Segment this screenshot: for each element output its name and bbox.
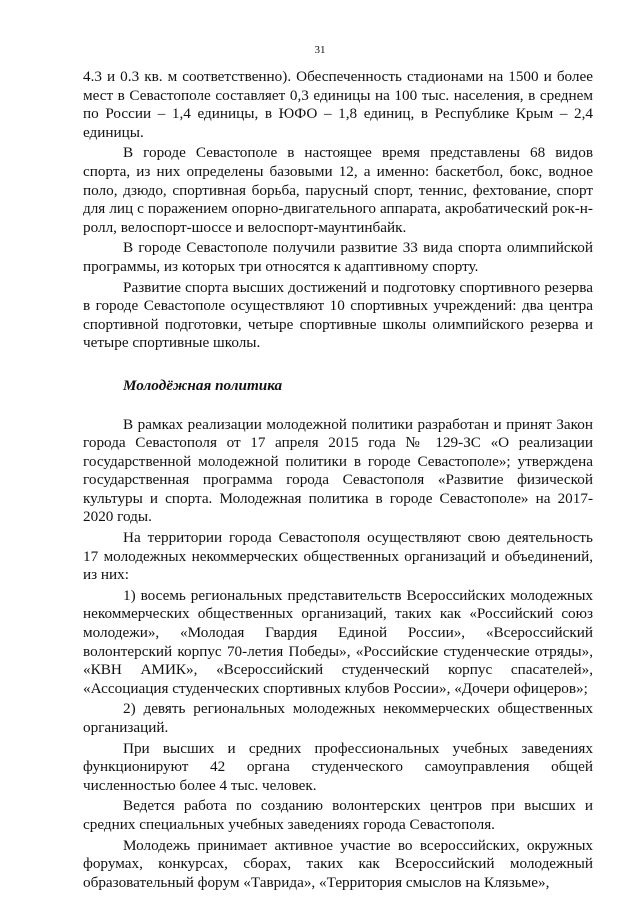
paragraph: В рамках реализации молодежной политики разработан и принят Закон города Севастополя от 17 апреля 2015 года № 129-ЗС «О реализации государственной молодежной политики в городе Севастополе»; утверждена государственная программа города Севастополя «Развитие физической культуры и спорта. Молодежная политика в городе Севастополе» на 2017-2020 годы. bbox=[83, 415, 593, 526]
section-heading: Молодёжная политика bbox=[123, 376, 283, 394]
paragraph: В городе Севастополе в настоящее время представлены 68 видов спорта, из них определены базовыми 12, а именно: баскетбол, бокс, водное поло, дзюдо, спортивная борьба, парусный спорт, теннис, фехтование, спорт для лиц с поражением опорно-двигательного аппарата, акробатический рок-н-ролл, велоспорт-шоссе и велоспорт-маунтинбайк. bbox=[83, 144, 593, 236]
paragraph: Ведется работа по созданию волонтерских центров при высших и средних специальных учебных заведениях города Севастополя. bbox=[83, 797, 593, 833]
page-number: 31 bbox=[314, 44, 326, 56]
paragraph: 4.3 и 0.3 кв. м соответственно). Обеспеченность стадионами на 1500 и более мест в Севастополе составляет 0,3 единицы на 100 тыс. населения, в среднем по России – 1,4 единицы, в ЮФО – 1,8 единиц, в Республике Крым – 2,4 единицы. bbox=[83, 68, 593, 141]
paragraph: Молодежь принимает активное участие во всероссийских, окружных форумах, конкурсах, сборах, таких как Всероссийский молодежный образовательный форум «Таврида», «Территория смыслов на Клязьме», bbox=[83, 836, 593, 891]
document-body bbox=[83, 68, 593, 892]
list-item: 2) девять региональных молодежных некоммерческих общественных организаций. bbox=[83, 700, 593, 736]
paragraph: Развитие спорта высших достижений и подготовку спортивного резерва в городе Севастополе осуществляют 10 спортивных учреждений: два центра спортивной подготовки, четыре спортивные школы олимпийского резерва и четыре спортивные школы. bbox=[83, 278, 593, 352]
paragraph: При высших и средних профессиональных учебных заведениях функционируют 42 органа студенческого самоуправления общей численностью более 4 тыс. человек. bbox=[83, 739, 593, 794]
paragraph: В городе Севастополе получили развитие 33 вида спорта олимпийской программы, из которых три относятся к адаптивному спорту. bbox=[83, 239, 593, 275]
list-item: 1) восемь региональных представительств Всероссийских молодежных некоммерческих общественных организаций, таких как «Российский союз молодежи», «Молодая Гвардия Единой России», «Всероссийский волонтерский корпус 70-летия Победы», «Российские студенческие отряды», «КВН АМИК», «Всероссийский студенческий корпус спасателей», «Ассоциация студенческих спортивных клубов России», «Дочери офицеров»; bbox=[83, 586, 593, 697]
paragraph: На территории города Севастополя осуществляют свою деятельность 17 молодежных некоммерческих общественных организаций и объединений, из них: bbox=[83, 529, 593, 584]
